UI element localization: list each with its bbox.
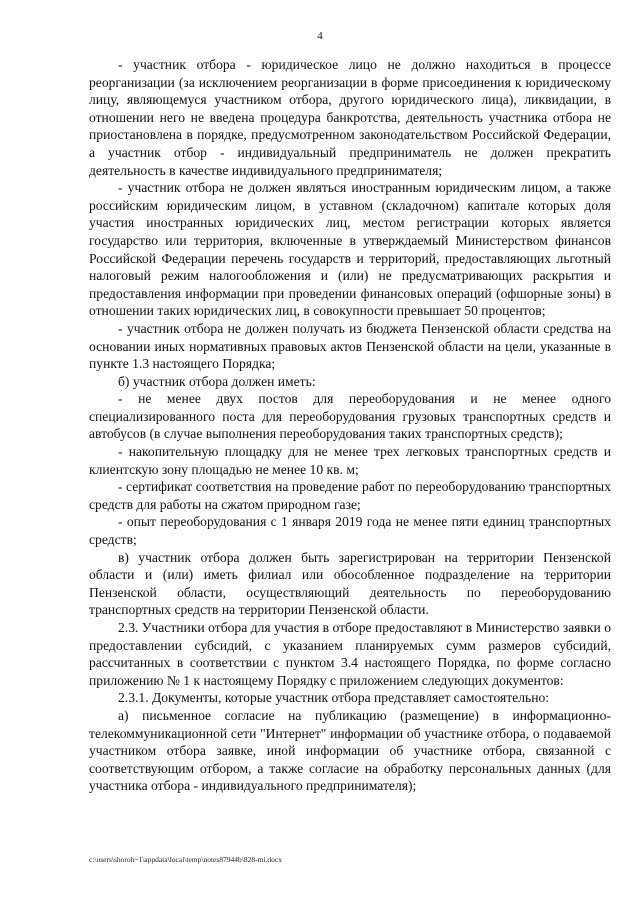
paragraph: - участник отбора - юридическое лицо не должно находиться в процессе реорганизации (за исключением реорганизации в форме присоединения к юридическому лицу, являющемуся участником отбора, другого юридического лица), ликвидации, в отношении него не введена процедура банкротства, деятельность участника отбора не приостановлена в порядке, предусмотренном законодательством Российской Федерации, а участник отбор - индивидуальный предприниматель не должен прекратить деятельность в качестве индивидуального предпринимателя;	[89, 57, 611, 178]
paragraph: 2.3. Участники отбора для участия в отборе предоставляют в Министерство заявки о предоставлении субсидий, с указанием планируемых сумм размеров субсидий, рассчитанных в соответствии с пунктом 3.4 настоящего Порядка, по форме согласно приложению № 1 к настоящему Порядку с приложением следующих документов:	[89, 620, 611, 688]
paragraph: - участник отбора не должен получать из бюджета Пензенской области средства на основании иных нормативных правовых актов Пензенской области на цели, указанные в пункте 1.3 настоящего Порядка;	[89, 320, 611, 372]
paragraph: - участник отбора не должен являться иностранным юридическим лицом, а также российским юридическим лицом, в уставном (складочном) капитале которых доля участия иностранных юридических лиц, местом регистрации которых является государство или территория, включенные в утверждаемый Министерством финансов Российской Федерации перечень государств и территорий, предоставляющих льготный налоговый режим налогообложения и (или) не предусматривающих раскрытия и предоставления информации при проведении финансовых операций (офшорные зоны) в отношении таких юридических лиц, в совокупности превышает 50 процентов;	[89, 180, 611, 319]
paragraph: - накопительную площадку для не менее трех легковых транспортных средств и клиентскую зону площадью не менее 10 кв. м;	[89, 444, 611, 477]
paragraph: в) участник отбора должен быть зарегистрирован на территории Пензенской области и (или) иметь филиал или обособленное подразделение на территории Пензенской области, осуществляющий деятельность по переоборудованию транспортных средств на территории Пензенской области.	[89, 549, 611, 618]
page-number: 4	[317, 30, 323, 42]
paragraph: - сертификат соответствия на проведение работ по переоборудованию транспортных средств для работы на сжатом природном газе;	[89, 479, 611, 512]
paragraph: а) письменное согласие на публикацию (размещение) в информационно-телекоммуникационной сети "Интернет" информации об участнике отбора, о подаваемой участником отбора заявке, иной информации об участнике отбора, связанной с соответствующим отбором, а также согласие на обработку персональных данных (для участника отбора - индивидуального предпринимателя);	[89, 707, 611, 794]
paragraph: - не менее двух постов для переоборудования и не менее одного специализированного поста для переоборудования грузовых транспортных средств и автобусов (в случае выполнения переоборудования таких транспортных средств);	[89, 391, 611, 442]
footer-file-path: c:\users\shoroh~1\appdata\local\temp\notes87944b\828-mi.docx	[89, 855, 282, 864]
paragraph: - опыт переоборудования с 1 января 2019 года не менее пяти единиц транспортных средств;	[89, 514, 611, 548]
paragraph: 2.3.1. Документы, которые участник отбора представляет самостоятельно:	[118, 690, 550, 706]
document-body	[89, 56, 611, 795]
paragraph: б) участник отбора должен иметь:	[118, 373, 316, 389]
